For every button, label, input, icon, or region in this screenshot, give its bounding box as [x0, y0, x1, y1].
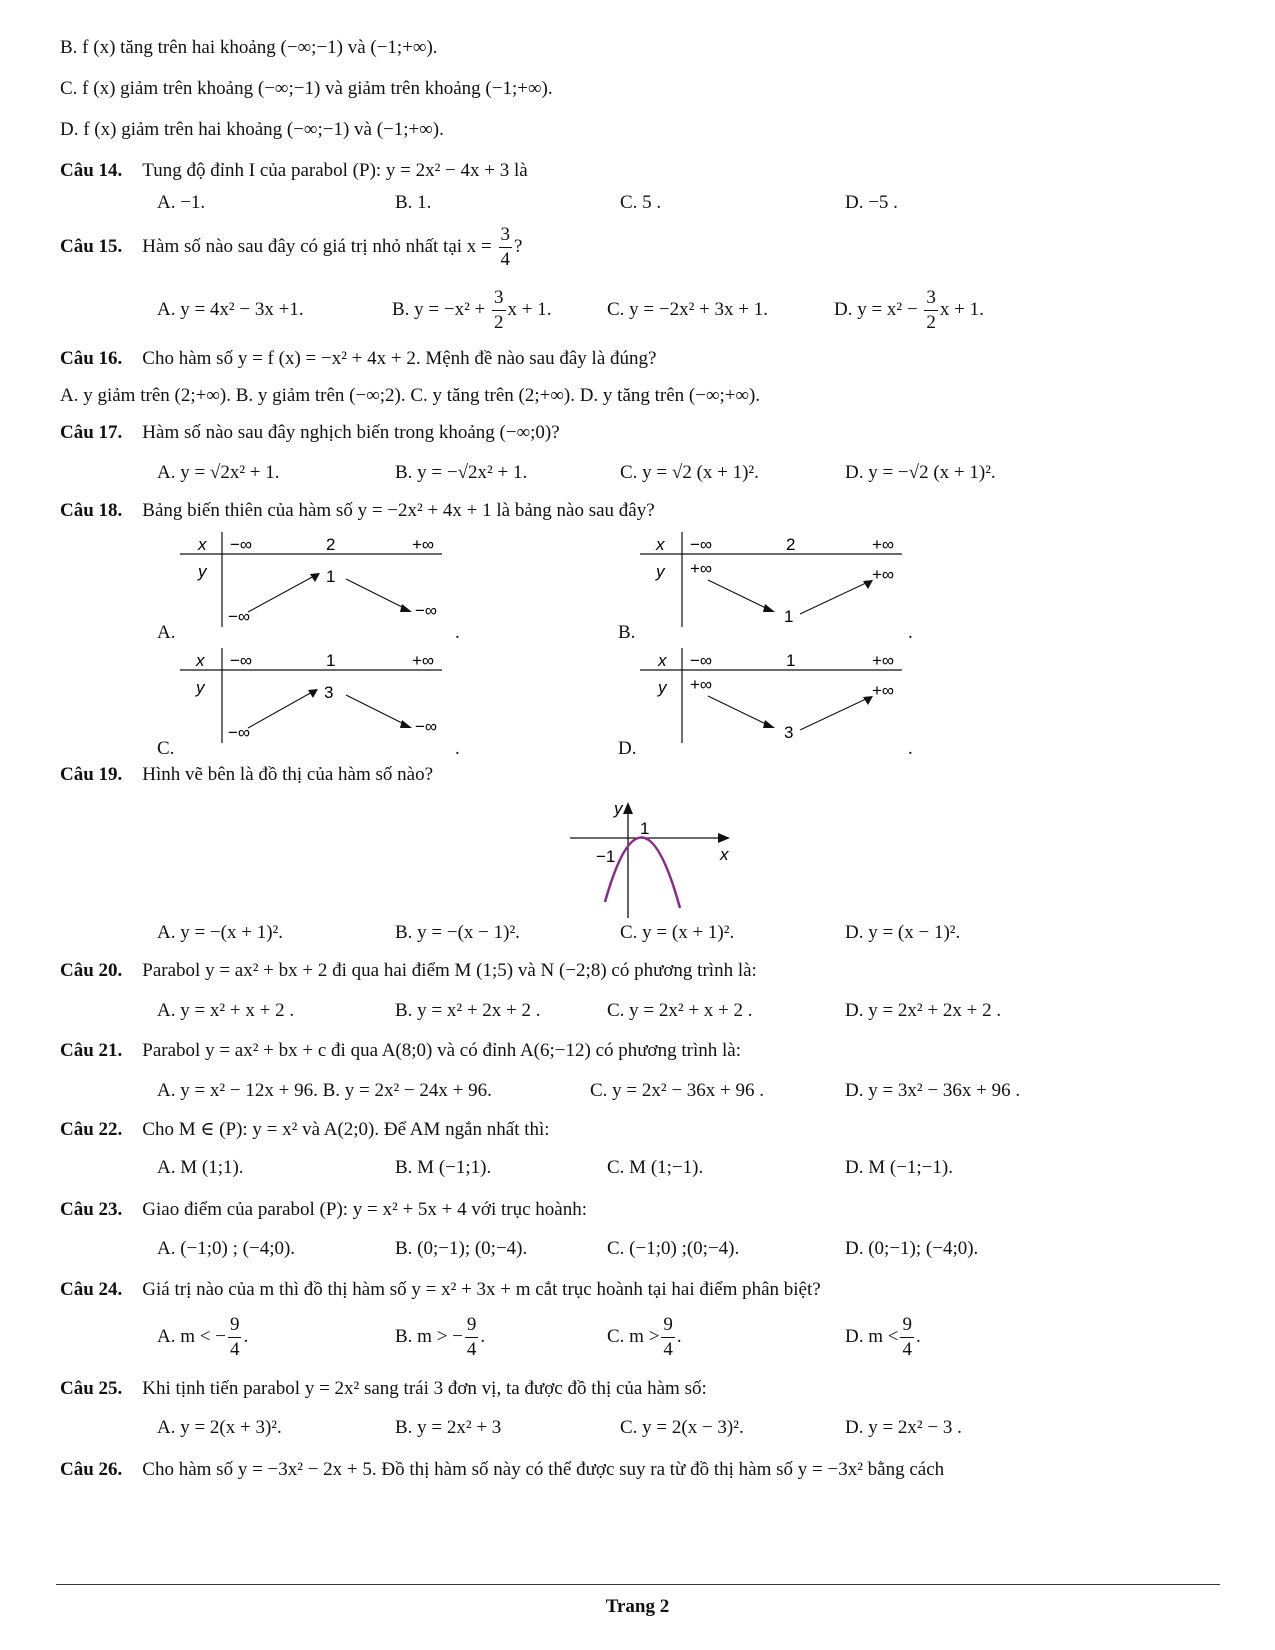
y-label: y	[196, 678, 205, 697]
q21-option-ab: A. y = x² − 12x + 96. B. y = 2x² − 24x + 96.	[157, 1080, 492, 1101]
q24-option-d: D. m < $\frac{9}{4}$ .	[845, 1314, 921, 1361]
table-a-letter: A.	[157, 622, 176, 643]
q22-stem	[60, 1117, 550, 1143]
arrow-head	[863, 580, 873, 589]
decreasing-arrow	[346, 579, 408, 610]
increasing-arrow	[800, 582, 868, 614]
q25-option-a: A. y = 2(x + 3)².	[157, 1417, 282, 1438]
question-label: Câu 22.	[60, 1119, 123, 1140]
question-text: Khi tịnh tiến parabol y = 2x² sang trái 3 đơn vị, ta được đồ thị của hàm số:	[142, 1378, 707, 1399]
arrow-head	[863, 696, 873, 705]
decreasing-arrow	[708, 696, 770, 726]
variation-table-d	[610, 648, 930, 758]
q26-stem	[60, 1457, 944, 1483]
y-mid: 3	[324, 683, 334, 702]
question-text: Giá trị nào của m thì đồ thị hàm số y = x² + 3x + m cắt trục hoành tại hai điểm phân biệt?	[142, 1279, 821, 1300]
parabola-curve	[605, 837, 680, 908]
y-label: y	[198, 562, 207, 581]
q24-option-c: C. m > $\frac{9}{4}$ .	[607, 1314, 682, 1361]
q15-stem: Câu 15. Hàm số nào sau đây có giá trị nhỏ nhất tại x = $\frac{3}{4}$ ?	[60, 224, 523, 271]
variation-table-a	[150, 532, 470, 642]
x-right: +∞	[872, 535, 895, 554]
y-left: −∞	[228, 723, 251, 742]
question-label: Câu 18.	[60, 500, 123, 521]
x-left: −∞	[230, 535, 253, 554]
y-mid: 1	[326, 567, 336, 586]
fraction: $\frac{3}{4}$	[500, 224, 511, 271]
question-text: Cho hàm số y = −3x² − 2x + 5. Đồ thị hàm số này có thể được suy ra từ đồ thị hàm số y = −3x² bằng cách	[142, 1459, 945, 1480]
q21-option-c: C. y = 2x² − 36x + 96 .	[590, 1080, 765, 1101]
q13-option-c: C. f (x) giảm trên khoảng (−∞;−1) và giảm trên khoảng (−1;+∞).	[60, 78, 553, 99]
question-text: Bảng biến thiên của hàm số y = −2x² + 4x + 1 là bảng nào sau đây?	[142, 500, 655, 521]
y-label: y	[656, 562, 665, 581]
q17-option-c: C. y = √2 (x + 1)².	[620, 462, 759, 483]
q25-option-d: D. y = 2x² − 3 .	[845, 1417, 962, 1438]
q23-stem	[60, 1197, 587, 1223]
q20-option-a: A. y = x² + x + 2 .	[157, 1000, 295, 1021]
question-label: Câu 14.	[60, 160, 123, 181]
footer-divider	[56, 1584, 1220, 1585]
y-label: y	[658, 678, 667, 697]
increasing-arrow	[800, 698, 868, 730]
q19-stem	[60, 762, 433, 788]
question-label: Câu 15.	[60, 236, 123, 257]
question-text: Giao điểm của parabol (P): y = x² + 5x + 4 với trục hoành:	[142, 1199, 587, 1220]
q19-option-b: B. y = −(x − 1)².	[395, 922, 520, 943]
q14-option-c: C. 5 .	[620, 192, 662, 213]
question-text: Parabol y = ax² + bx + c đi qua A(8;0) và có đỉnh A(6;−12) có phương trình là:	[142, 1040, 741, 1061]
question-label: Câu 16.	[60, 348, 123, 369]
q23-option-a: A. (−1;0) ; (−4;0).	[157, 1238, 296, 1259]
q20-stem	[60, 958, 757, 984]
q25-stem	[60, 1376, 707, 1402]
table-b-period: .	[908, 622, 913, 643]
y-left: +∞	[690, 559, 713, 578]
q17-stem	[60, 420, 560, 446]
q20-option-d: D. y = 2x² + 2x + 2 .	[845, 1000, 1002, 1021]
x-left: −∞	[690, 651, 713, 670]
table-c-period: .	[455, 738, 460, 759]
graph-y-label: y	[614, 799, 623, 818]
x-mid: 2	[786, 535, 796, 554]
decreasing-arrow	[346, 695, 408, 726]
x-right: +∞	[412, 651, 435, 670]
table-c-letter: C.	[157, 738, 175, 759]
q19-option-a: A. y = −(x + 1)².	[157, 922, 283, 943]
y-right: −∞	[415, 601, 438, 620]
question-label: Câu 26.	[60, 1459, 123, 1480]
question-label: Câu 23.	[60, 1199, 123, 1220]
question-text: Hàm số nào sau đây có giá trị nhỏ nhất tại x =	[142, 236, 492, 257]
q15-option-a: A. y = 4x² − 3x +1.	[157, 299, 304, 320]
q23-option-b: B. (0;−1); (0;−4).	[395, 1238, 528, 1259]
q17-option-b: B. y = −√2x² + 1.	[395, 462, 528, 483]
fraction: $\frac{9}{4}$	[229, 1314, 240, 1361]
question-label: Câu 25.	[60, 1378, 123, 1399]
question-label: Câu 21.	[60, 1040, 123, 1061]
increasing-arrow	[248, 575, 316, 612]
x-mid: 1	[326, 651, 336, 670]
q20-option-c: C. y = 2x² + x + 2 .	[607, 1000, 753, 1021]
q22-option-b: B. M (−1;1).	[395, 1157, 492, 1178]
q14-option-d: D. −5 .	[845, 192, 898, 213]
x-label: x	[658, 651, 667, 670]
q24-option-a: A. m < − $\frac{9}{4}$ .	[157, 1314, 249, 1361]
graph-tick-left: −1	[596, 847, 616, 866]
q15-option-d: D. y = x² − $\frac{3}{2}$ x + 1.	[834, 287, 984, 334]
q17-option-a: A. y = √2x² + 1.	[157, 462, 280, 483]
question-label: Câu 19.	[60, 764, 123, 785]
q16-options: A. y giảm trên (2;+∞). B. y giảm trên (−∞;2). C. y tăng trên (2;+∞). D. y tăng trên (−∞;+∞).	[60, 385, 761, 406]
q17-option-d: D. y = −√2 (x + 1)².	[845, 462, 996, 483]
fraction: $\frac{3}{2}$	[926, 287, 936, 334]
y-left: −∞	[228, 607, 251, 626]
y-left: +∞	[690, 675, 713, 694]
question-label: Câu 20.	[60, 960, 123, 981]
question-label: Câu 24.	[60, 1279, 123, 1300]
x-mid: 1	[786, 651, 796, 670]
x-right: +∞	[412, 535, 435, 554]
q15-option-c: C. y = −2x² + 3x + 1.	[607, 299, 768, 320]
x-left: −∞	[690, 535, 713, 554]
y-right: +∞	[872, 565, 895, 584]
fraction: $\frac{9}{4}$	[902, 1314, 912, 1361]
q22-option-a: A. M (1;1).	[157, 1157, 244, 1178]
q22-option-c: C. M (1;−1).	[607, 1157, 704, 1178]
graph-tick-top: 1	[640, 819, 650, 838]
x-right: +∞	[872, 651, 895, 670]
question-text: Hàm số nào sau đây nghịch biến trong khoảng (−∞;0)?	[142, 422, 560, 443]
q16-stem	[60, 346, 656, 372]
arrow-head	[400, 604, 412, 612]
fraction: $\frac{9}{4}$	[466, 1314, 477, 1361]
fraction: $\frac{9}{4}$	[663, 1314, 673, 1361]
y-mid: 3	[784, 723, 794, 742]
q14-option-b: B. 1.	[395, 192, 432, 213]
parabola-graph	[570, 800, 760, 920]
y-right: −∞	[415, 717, 438, 736]
q21-stem	[60, 1038, 741, 1064]
variation-table-b	[610, 532, 930, 642]
y-axis-arrow	[623, 802, 633, 814]
question-text: Cho hàm số y = f (x) = −x² + 4x + 2. Mệnh đề nào sau đây là đúng?	[142, 348, 657, 369]
q19-option-c: C. y = (x + 1)².	[620, 922, 735, 943]
q24-option-b: B. m > − $\frac{9}{4}$ .	[395, 1314, 486, 1361]
q23-option-c: C. (−1;0) ;(0;−4).	[607, 1238, 740, 1259]
question-text: Hình vẽ bên là đồ thị của hàm số nào?	[142, 764, 434, 785]
x-mid: 2	[326, 535, 336, 554]
q14-option-a: A. −1.	[157, 192, 206, 213]
q15-option-b: B. y = −x² + $\frac{3}{2}$ x + 1.	[392, 287, 552, 334]
x-label: x	[198, 535, 207, 554]
decreasing-arrow	[708, 580, 770, 610]
page-number: Trang 2	[605, 1596, 670, 1617]
q25-option-c: C. y = 2(x − 3)².	[620, 1417, 744, 1438]
x-left: −∞	[230, 651, 253, 670]
q25-option-b: B. y = 2x² + 3	[395, 1417, 502, 1438]
table-d-letter: D.	[618, 738, 637, 759]
arrow-head	[763, 604, 775, 612]
question-text: Cho M ∈ (P): y = x² và A(2;0). Để AM ngắn nhất thì:	[142, 1119, 550, 1140]
q18-stem	[60, 498, 655, 524]
question-text: Parabol y = ax² + bx + 2 đi qua hai điểm M (1;5) và N (−2;8) có phương trình là:	[142, 960, 757, 981]
table-b-letter: B.	[618, 622, 636, 643]
y-mid: 1	[784, 607, 794, 626]
y-right: +∞	[872, 681, 895, 700]
arrow-head	[763, 720, 775, 728]
table-a-period: .	[455, 622, 460, 643]
x-label: x	[656, 535, 665, 554]
fraction: $\frac{3}{2}$	[494, 287, 504, 334]
question-label: Câu 17.	[60, 422, 123, 443]
q14-stem	[60, 158, 528, 184]
variation-table-c	[150, 648, 470, 758]
q19-option-d: D. y = (x − 1)².	[845, 922, 961, 943]
x-label: x	[196, 651, 205, 670]
arrow-head	[400, 720, 412, 728]
q23-option-d: D. (0;−1); (−4;0).	[845, 1238, 979, 1259]
question-text: Tung độ đỉnh I của parabol (P): y = 2x² − 4x + 3 là	[142, 160, 528, 181]
increasing-arrow	[248, 691, 314, 728]
q20-option-b: B. y = x² + 2x + 2 .	[395, 1000, 541, 1021]
q22-option-d: D. M (−1;−1).	[845, 1157, 953, 1178]
table-d-period: .	[908, 738, 913, 759]
graph-x-label: x	[720, 845, 729, 864]
q24-stem	[60, 1277, 821, 1303]
q21-option-d: D. y = 3x² − 36x + 96 .	[845, 1080, 1021, 1101]
q13-option-d: D. f (x) giảm trên hai khoảng (−∞;−1) và (−1;+∞).	[60, 119, 444, 140]
x-axis-arrow	[718, 833, 730, 843]
q13-option-b: B. f (x) tăng trên hai khoảng (−∞;−1) và (−1;+∞).	[60, 37, 438, 58]
